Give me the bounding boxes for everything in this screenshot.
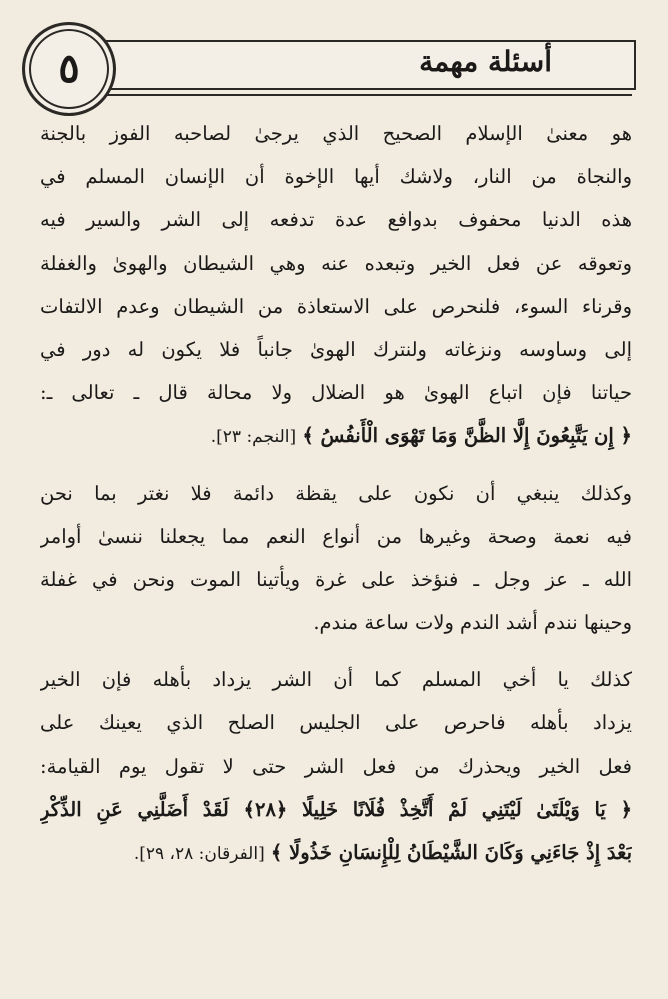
text-line: إلى وساوسه ونزغاته ولنترك الهوىٰ جانباً فلا يكون له دور في: [40, 337, 632, 361]
quran-verse-line: ﴿ يَا وَيْلَتَىٰ لَيْتَنِي لَمْ أَتَّخِذْ فُلَانًا خَلِيلًا ﴿٢٨﴾ لَقَدْ أَضَلَّنِي عَنِ الذِّكْرِ: [40, 797, 632, 821]
text-line: هذه الدنيا محفوف بدوافع عدة تدفعه إلى الشر والسير فيه: [40, 208, 632, 232]
body-text: [40, 112, 632, 874]
verse-reference: [النجم: ٢٣].: [210, 427, 297, 448]
text-line: وكذلك ينبغي أن نكون على يقظة دائمة فلا نغتر بما نحن: [40, 481, 632, 505]
text-line: الله ـ عز وجل ـ فنؤخذ على غرة ويأتينا الموت ونحن في غفلة: [40, 567, 632, 591]
text-line: وتعوقه عن فعل الخير وتبعده عنه وهي الشيطان والهوىٰ والغفلة: [40, 251, 632, 275]
text-line: يزداد بأهله فاحرص على الجليس الصلح الذي يعينك على: [40, 711, 632, 735]
text-line: وحينها نندم أشد الندم ولات ساعة مندم.: [313, 611, 632, 635]
quran-quote: [40, 831, 632, 874]
header-frame: [104, 40, 636, 90]
quran-verse: بَعْدَ إِذْ جَاءَنِي وَكَانَ الشَّيْطَانُ لِلْإِنسَانِ خَذُولًا ﴾: [270, 841, 632, 864]
header-rule: [104, 94, 632, 96]
text-line: والنجاة من النار، ولاشك أيها الإخوة أن الإنسان المسلم في: [40, 165, 632, 189]
page-number: ٥: [22, 22, 116, 116]
text-line: وقرناء السوء، فلنحرص على الاستعاذة من الشيطان وعدم الالتفات: [40, 294, 632, 318]
text-line: هو معنىٰ الإسلام الصحيح الذي يرجىٰ لصاحبه الفوز بالجنة: [40, 122, 632, 145]
quran-quote: [40, 414, 632, 457]
chapter-title: أسئلة مهمة: [419, 45, 552, 78]
text-line: فعل الخير ويحذرك من فعل الشر حتى لا تقول يوم القيامة:: [40, 754, 632, 778]
verse-reference: [الفرقان: ٢٨، ٢٩].: [133, 844, 265, 864]
text-line: كذلك يا أخي المسلم كما أن الشر يزداد بأهله فإن الخير: [40, 668, 632, 692]
quran-verse: ﴿ إِن يَتَّبِعُونَ إِلَّا الظَّنَّ وَمَا تَهْوَى الْأَنفُسُ ﴾: [302, 424, 632, 448]
text-line: فيه نعمة وصحة وغيرها من أنواع النعم مما يجعلنا ننسىٰ أوامر: [40, 524, 632, 548]
text-line: حياتنا فإن اتباع الهوىٰ هو الضلال ولا محالة قال ـ تعالى ـ:: [40, 381, 632, 405]
